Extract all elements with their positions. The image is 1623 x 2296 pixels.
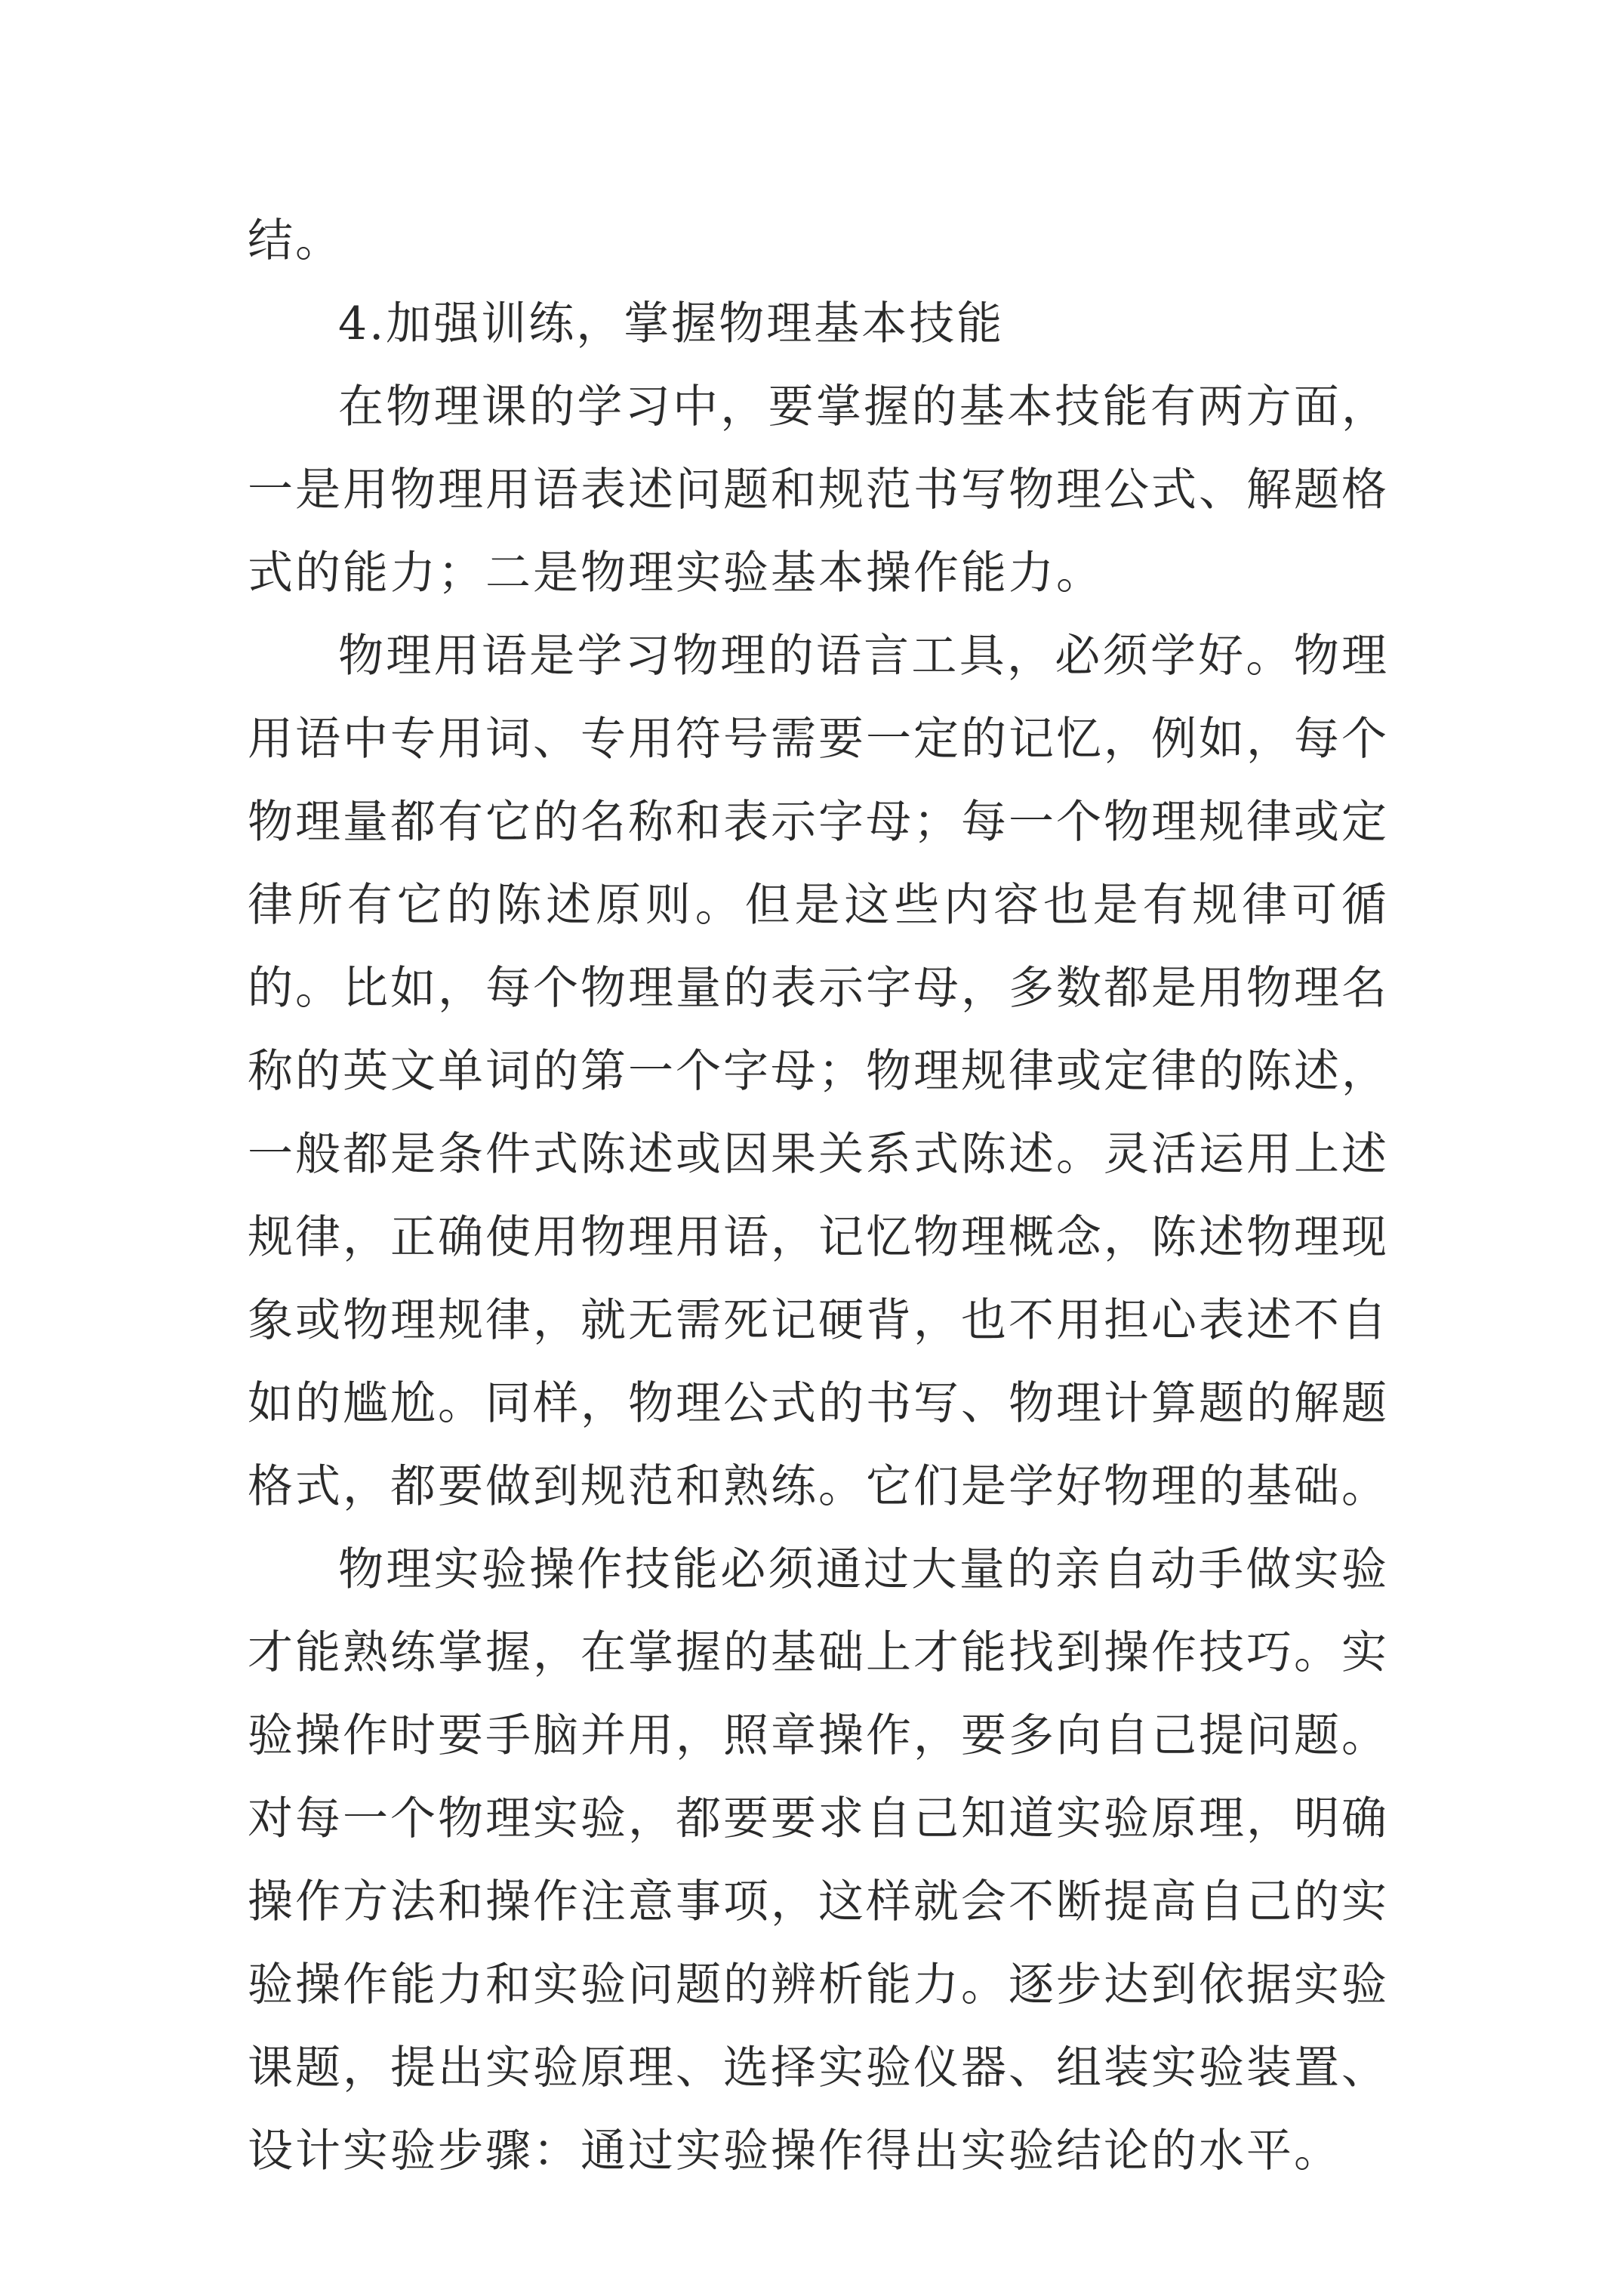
paragraph-basic-skills: 在物理课的学习中，要掌握的基本技能有两方面，一是用物理用语表述问题和规范书写物理公式、解题格式的能力；二是物理实验基本操作能力。 <box>248 381 1389 599</box>
paragraph-experiment-skills: 物理实验操作技能必须通过大量的亲自动手做实验才能熟练掌握，在掌握的基础上才能找到操作技巧。实验操作时要手脑并用，照章操作，要多向自己提问题。对每一个物理实验，都要要求自己知道实验原理，明确操作方法和操作注意事项，这样就会不断提高自己的实验操作能力和实验问题的辨析能力。逐步达到依据实验课题，提出实验原理、选择实验仪器、组装实验装置、设计实验步骤：通过实验操作得出实验结论的水平。 <box>248 1543 1389 2177</box>
body-text <box>248 199 1389 2193</box>
paragraph-physics-terms: 物理用语是学习物理的语言工具，必须学好。物理用语中专用词、专用符号需要一定的记忆，例如，每个物理量都有它的名称和表示字母；每一个物理规律或定律所有它的陈述原则。但是这些内容也是有规律可循的。比如，每个物理量的表示字母，多数都是用物理名称的英文单词的第一个字母；物理规律或定律的陈述，一般都是条件式陈述或因果关系式陈述。灵活运用上述规律，正确使用物理用语，记忆物理概念，陈述物理现象或物理规律，就无需死记硬背，也不用担心表述不自如的尴尬。同样，物理公式的书写、物理计算题的解题格式，都要做到规范和熟练。它们是学好物理的基础。 <box>248 630 1389 1513</box>
paragraph-continuation: 结。 <box>248 214 343 267</box>
section-heading: 4.加强训练，掌握物理基本技能 <box>338 297 1005 350</box>
